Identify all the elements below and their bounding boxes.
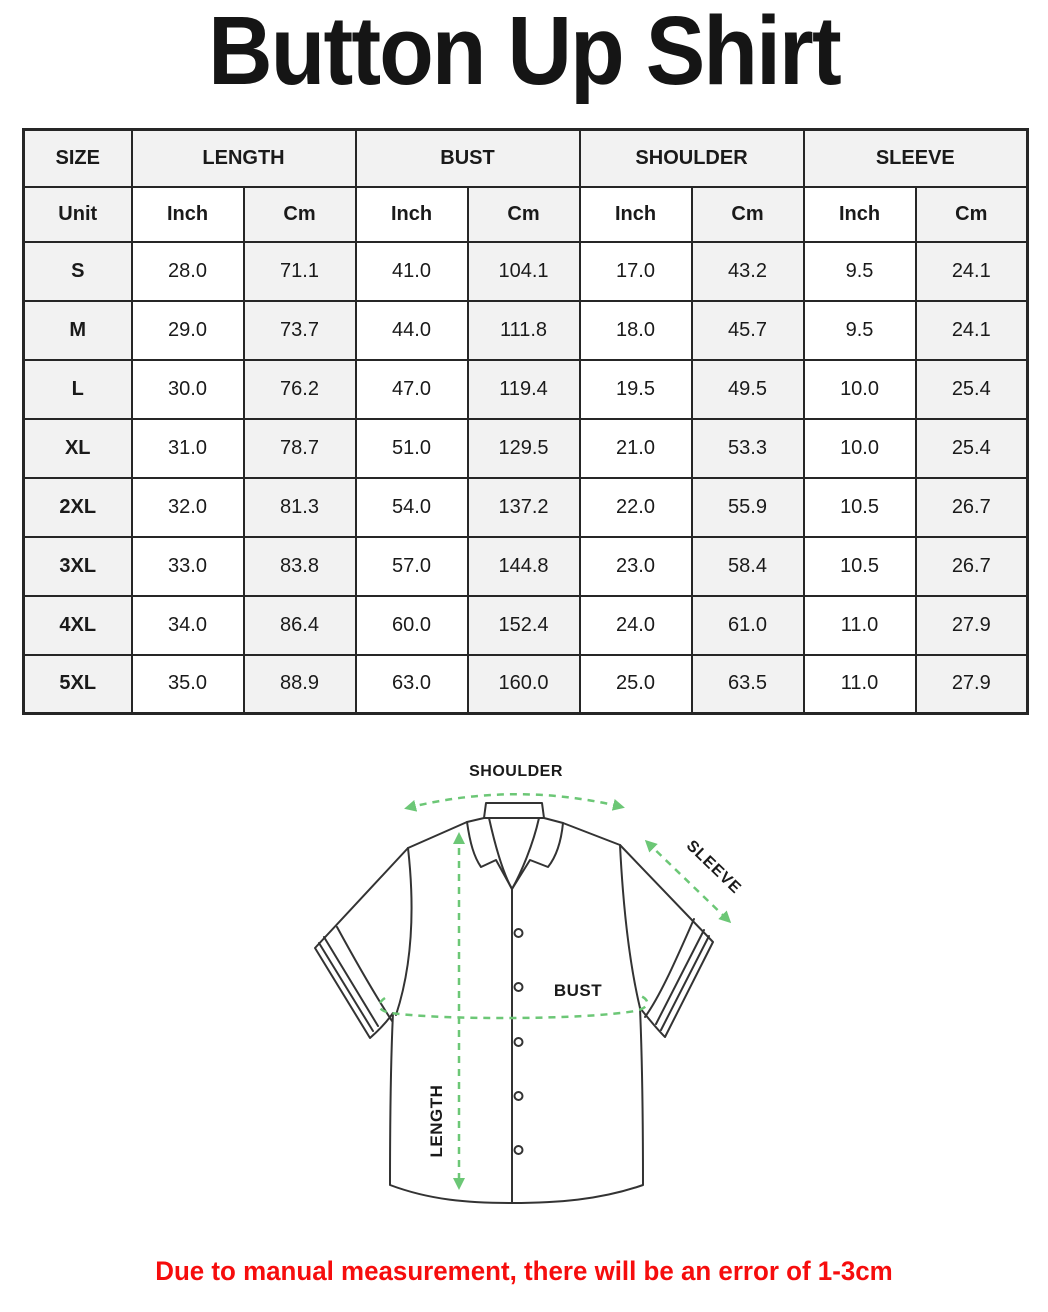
shoulder-label: SHOULDER (469, 763, 563, 780)
value-cell: 24.1 (916, 242, 1028, 301)
table-row-4xl (24, 596, 1028, 655)
value-cell: 25.0 (580, 655, 692, 714)
sleeve-label: SLEEVE (682, 837, 745, 898)
button-icon (515, 1146, 523, 1154)
column-group-bust: BUST (356, 130, 580, 187)
value-cell: 54.0 (356, 478, 468, 537)
value-cell: 86.4 (244, 596, 356, 655)
value-cell: 35.0 (132, 655, 244, 714)
value-cell: 10.5 (804, 478, 916, 537)
value-cell: 33.0 (132, 537, 244, 596)
value-cell: 43.2 (692, 242, 804, 301)
button-icon (515, 929, 523, 937)
value-cell: 88.9 (244, 655, 356, 714)
shirt-measurement-diagram (290, 755, 770, 1235)
column-group-size: SIZE (24, 130, 132, 187)
value-cell: 27.9 (916, 655, 1028, 714)
value-cell: 21.0 (580, 419, 692, 478)
bust-label: BUST (553, 981, 603, 1000)
value-cell: 144.8 (468, 537, 580, 596)
unit-cell-cm-4: Cm (468, 187, 580, 242)
value-cell: 22.0 (580, 478, 692, 537)
button-icon (515, 1092, 523, 1100)
table-row-l (24, 360, 1028, 419)
unit-header-cell: Unit (24, 187, 132, 242)
value-cell: 47.0 (356, 360, 468, 419)
unit-cell-cm-6: Cm (692, 187, 804, 242)
column-group-shoulder: SHOULDER (580, 130, 804, 187)
table-row-5xl (24, 655, 1028, 714)
value-cell: 119.4 (468, 360, 580, 419)
unit-cell-inch-1: Inch (132, 187, 244, 242)
size-cell-m: M (24, 301, 132, 360)
table-row-2xl (24, 478, 1028, 537)
value-cell: 24.1 (916, 301, 1028, 360)
value-cell: 10.5 (804, 537, 916, 596)
measurement-note: Due to manual measurement, there will be an error of 1-3cm (155, 1256, 893, 1286)
size-cell-4xl: 4XL (24, 596, 132, 655)
value-cell: 17.0 (580, 242, 692, 301)
value-cell: 49.5 (692, 360, 804, 419)
value-cell: 23.0 (580, 537, 692, 596)
value-cell: 61.0 (692, 596, 804, 655)
value-cell: 55.9 (692, 478, 804, 537)
unit-cell-cm-8: Cm (916, 187, 1028, 242)
page-title: Button Up Shirt (208, 0, 840, 105)
size-cell-xl: XL (24, 419, 132, 478)
table-row-s (24, 242, 1028, 301)
value-cell: 18.0 (580, 301, 692, 360)
value-cell: 63.0 (356, 655, 468, 714)
size-chart-table (22, 128, 1029, 715)
table-row-m (24, 301, 1028, 360)
table-header-row (24, 130, 1028, 187)
value-cell: 25.4 (916, 419, 1028, 478)
value-cell: 129.5 (468, 419, 580, 478)
value-cell: 53.3 (692, 419, 804, 478)
value-cell: 28.0 (132, 242, 244, 301)
value-cell: 111.8 (468, 301, 580, 360)
size-cell-5xl: 5XL (24, 655, 132, 714)
value-cell: 51.0 (356, 419, 468, 478)
column-group-length: LENGTH (132, 130, 356, 187)
value-cell: 11.0 (804, 655, 916, 714)
unit-cell-inch-7: Inch (804, 187, 916, 242)
button-icon (515, 1038, 523, 1046)
size-cell-s: S (24, 242, 132, 301)
value-cell: 32.0 (132, 478, 244, 537)
value-cell: 26.7 (916, 478, 1028, 537)
value-cell: 73.7 (244, 301, 356, 360)
value-cell: 58.4 (692, 537, 804, 596)
unit-cell-inch-5: Inch (580, 187, 692, 242)
unit-cell-cm-2: Cm (244, 187, 356, 242)
value-cell: 71.1 (244, 242, 356, 301)
button-icon (515, 983, 523, 991)
column-group-sleeve: SLEEVE (804, 130, 1028, 187)
value-cell: 10.0 (804, 360, 916, 419)
value-cell: 83.8 (244, 537, 356, 596)
table-row-xl (24, 419, 1028, 478)
value-cell: 41.0 (356, 242, 468, 301)
size-cell-l: L (24, 360, 132, 419)
shirt-outline-illustration (315, 803, 713, 1203)
value-cell: 63.5 (692, 655, 804, 714)
value-cell: 44.0 (356, 301, 468, 360)
value-cell: 10.0 (804, 419, 916, 478)
value-cell: 104.1 (468, 242, 580, 301)
value-cell: 24.0 (580, 596, 692, 655)
value-cell: 29.0 (132, 301, 244, 360)
table-unit-row (24, 187, 1028, 242)
value-cell: 11.0 (804, 596, 916, 655)
value-cell: 19.5 (580, 360, 692, 419)
length-label: LENGTH (427, 1084, 446, 1158)
size-cell-3xl: 3XL (24, 537, 132, 596)
value-cell: 152.4 (468, 596, 580, 655)
value-cell: 31.0 (132, 419, 244, 478)
value-cell: 78.7 (244, 419, 356, 478)
value-cell: 76.2 (244, 360, 356, 419)
table-row-3xl (24, 537, 1028, 596)
value-cell: 57.0 (356, 537, 468, 596)
value-cell: 25.4 (916, 360, 1028, 419)
value-cell: 9.5 (804, 242, 916, 301)
value-cell: 26.7 (916, 537, 1028, 596)
value-cell: 137.2 (468, 478, 580, 537)
value-cell: 81.3 (244, 478, 356, 537)
value-cell: 45.7 (692, 301, 804, 360)
value-cell: 34.0 (132, 596, 244, 655)
value-cell: 27.9 (916, 596, 1028, 655)
value-cell: 160.0 (468, 655, 580, 714)
value-cell: 9.5 (804, 301, 916, 360)
value-cell: 30.0 (132, 360, 244, 419)
value-cell: 60.0 (356, 596, 468, 655)
size-cell-2xl: 2XL (24, 478, 132, 537)
unit-cell-inch-3: Inch (356, 187, 468, 242)
